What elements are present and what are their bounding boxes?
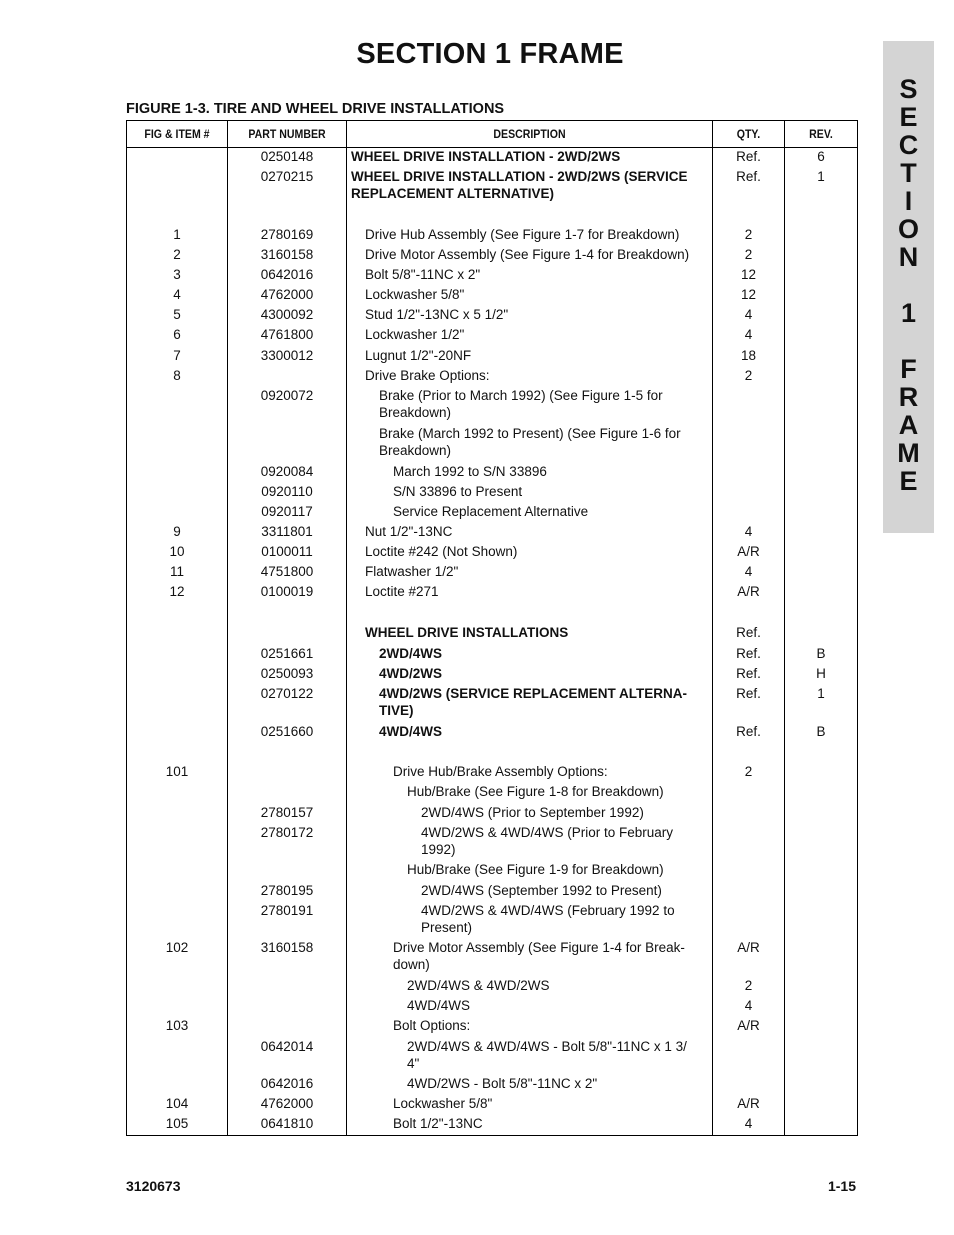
header-part-number: PART NUMBER (248, 127, 326, 141)
description-line: TIVE) (379, 703, 414, 718)
header-item: FIG & ITEM # (144, 127, 210, 141)
item-number: 102 (165, 940, 189, 955)
section-side-tab (883, 41, 934, 533)
description (421, 882, 709, 899)
description (379, 665, 709, 682)
description-line: Drive Motor Assembly (See Figure 1-4 for Breakdown) (365, 247, 690, 262)
description-line: Lockwasher 5/8" (365, 287, 465, 302)
document-number: 3120673 (126, 1178, 181, 1194)
part-number: 0920072 (260, 388, 314, 403)
description-line: 4WD/2WS - Bolt 5/8"-11NC x 2" (407, 1076, 598, 1091)
column-divider (346, 121, 347, 1135)
description-line: Stud 1/2"-13NC x 5 1/2" (365, 307, 509, 322)
description-line: S/N 33896 to Present (393, 484, 523, 499)
quantity: 4 (744, 564, 753, 579)
part-number: 4761800 (260, 327, 314, 342)
description (379, 685, 709, 719)
description (421, 804, 709, 821)
side-tab-letter: T (900, 158, 917, 188)
side-tab-letter: N (898, 242, 919, 272)
description (351, 168, 709, 202)
description-line: Drive Brake Options: (365, 368, 490, 383)
item-number: 104 (165, 1096, 189, 1111)
side-tab-letter: I (904, 186, 913, 216)
description-line: 2WD/4WS (September 1992 to Present) (421, 883, 662, 898)
description (365, 286, 709, 303)
description (365, 563, 709, 580)
description-line: WHEEL DRIVE INSTALLATION - 2WD/2WS (351, 149, 621, 164)
revision: B (816, 646, 826, 661)
description (379, 645, 709, 662)
description-line: Loctite #242 (Not Shown) (365, 544, 518, 559)
quantity: 2 (744, 368, 753, 383)
description-line: Drive Motor Assembly (See Figure 1-4 for Break- (393, 940, 685, 955)
item-number: 9 (173, 524, 181, 539)
item-number: 7 (173, 348, 181, 363)
quantity: Ref. (736, 686, 761, 701)
item-number: 10 (169, 544, 185, 559)
quantity: A/R (737, 940, 760, 955)
description-line: 4" (407, 1056, 420, 1071)
quantity: 2 (744, 978, 753, 993)
side-tab-letter: R (898, 382, 919, 412)
description-line: Hub/Brake (See Figure 1-9 for Breakdown) (407, 862, 664, 877)
quantity: 4 (744, 524, 753, 539)
side-tab-letter: F (900, 354, 917, 384)
quantity: A/R (737, 1096, 760, 1111)
part-number: 3160158 (260, 940, 314, 955)
quantity: 4 (744, 998, 753, 1013)
part-number: 4751800 (260, 564, 314, 579)
description-line: 4WD/4WS (407, 998, 471, 1013)
part-number: 0920117 (261, 504, 313, 519)
quantity: 2 (744, 764, 753, 779)
description-line: 2WD/4WS & 4WD/4WS - Bolt 5/8"-11NC x 1 3/ (407, 1039, 687, 1054)
part-number: 0641810 (260, 1116, 314, 1131)
description (365, 347, 709, 364)
quantity: Ref. (736, 646, 761, 661)
quantity: 2 (744, 227, 753, 242)
quantity: A/R (737, 1018, 760, 1033)
description-line: Nut 1/2"-13NC (365, 524, 453, 539)
header-qty: QTY. (736, 127, 761, 141)
description-line: Breakdown) (379, 443, 452, 458)
part-number: 3160158 (260, 247, 314, 262)
description (365, 367, 709, 384)
description (407, 977, 709, 994)
quantity: 12 (740, 287, 757, 302)
revision: 1 (817, 686, 825, 701)
quantity: Ref. (736, 149, 761, 164)
description (365, 523, 709, 540)
side-tab-letter: O (897, 214, 919, 244)
header-description: DESCRIPTION (493, 127, 566, 141)
item-number: 3 (173, 267, 181, 282)
description (393, 939, 709, 973)
description (407, 783, 709, 800)
part-number: 2780195 (260, 883, 314, 898)
description (379, 425, 709, 459)
description-line: Brake (Prior to March 1992) (See Figure 1-5 for (379, 388, 663, 403)
part-number: 0270215 (260, 169, 314, 184)
item-number: 105 (165, 1116, 189, 1131)
description (393, 1115, 709, 1132)
part-number: 0642016 (260, 267, 314, 282)
item-number: 6 (173, 327, 181, 342)
part-number: 0642016 (260, 1076, 314, 1091)
item-number: 103 (165, 1018, 189, 1033)
description-line: Service Replacement Alternative (393, 504, 589, 519)
part-number: 4300092 (260, 307, 314, 322)
item-number: 1 (173, 227, 181, 242)
part-number: 2780169 (260, 227, 314, 242)
description-line: 4WD/4WS (379, 724, 443, 739)
part-number: 2780157 (260, 805, 314, 820)
revision: 1 (817, 169, 825, 184)
side-tab-letter: M (897, 438, 920, 468)
part-number: 0920084 (260, 464, 314, 479)
description-line: down) (393, 957, 430, 972)
revision: H (816, 666, 826, 681)
quantity: Ref. (736, 625, 761, 640)
part-number: 0270122 (260, 686, 314, 701)
quantity: 4 (744, 307, 753, 322)
item-number: 8 (173, 368, 181, 383)
description-line: Drive Hub Assembly (See Figure 1-7 for Breakdown) (365, 227, 680, 242)
item-number: 12 (169, 584, 185, 599)
side-tab-letter: C (898, 130, 919, 160)
description (393, 1095, 709, 1112)
table-header (127, 121, 857, 148)
description (421, 902, 709, 936)
description-line: 2WD/4WS (Prior to September 1992) (421, 805, 644, 820)
description (379, 387, 709, 421)
description-line: WHEEL DRIVE INSTALLATIONS (365, 625, 569, 640)
description-line: Hub/Brake (See Figure 1-8 for Breakdown) (407, 784, 664, 799)
quantity: 18 (740, 348, 757, 363)
description (365, 226, 709, 243)
part-number: 0250148 (260, 149, 314, 164)
item-number: 5 (173, 307, 181, 322)
side-tab-letter: 1 (900, 298, 917, 328)
description-line: Lockwasher 1/2" (365, 327, 465, 342)
description-line: Bolt 1/2"-13NC (393, 1116, 483, 1131)
description-line: 4WD/2WS & 4WD/4WS (February 1992 to (421, 903, 675, 918)
revision: 6 (817, 149, 825, 164)
description (421, 824, 709, 858)
quantity: Ref. (736, 724, 761, 739)
description-line: 2WD/4WS (379, 646, 443, 661)
description (365, 583, 709, 600)
quantity: A/R (737, 584, 760, 599)
part-number: 0920110 (261, 484, 313, 499)
description (365, 543, 709, 560)
description-line: Loctite #271 (365, 584, 439, 599)
description-line: 4WD/2WS (SERVICE REPLACEMENT ALTERNA- (379, 686, 688, 701)
revision: B (816, 724, 826, 739)
description-line: Breakdown) (379, 405, 452, 420)
description (393, 483, 709, 500)
description (351, 148, 709, 165)
description (379, 723, 709, 740)
description-line: Brake (March 1992 to Present) (See Figure 1-6 for (379, 426, 681, 441)
part-number: 4762000 (260, 1096, 314, 1111)
description (407, 997, 709, 1014)
description-line: REPLACEMENT ALTERNATIVE) (351, 186, 554, 201)
item-number: 11 (169, 564, 184, 579)
item-number: 101 (165, 764, 189, 779)
part-number: 0251660 (260, 724, 314, 739)
description (407, 861, 709, 878)
part-number: 2780191 (260, 903, 314, 918)
side-tab-letter: S (899, 74, 918, 104)
side-tab-letter: A (898, 410, 919, 440)
description (407, 1075, 709, 1092)
part-number: 4762000 (260, 287, 314, 302)
description-line: Bolt Options: (393, 1018, 471, 1033)
quantity: A/R (737, 544, 760, 559)
description-line: Present) (421, 920, 473, 935)
description-line: 4WD/2WS & 4WD/4WS (Prior to February (421, 825, 674, 840)
part-number: 0250093 (260, 666, 314, 681)
description-line: Lugnut 1/2"-20NF (365, 348, 472, 363)
quantity: 2 (744, 247, 753, 262)
description (393, 763, 709, 780)
part-number: 0100019 (260, 584, 314, 599)
description (407, 1038, 709, 1072)
page-number: 1-15 (827, 1178, 856, 1194)
description-line: Flatwasher 1/2" (365, 564, 459, 579)
part-number: 2780172 (260, 825, 314, 840)
side-tab-letter: E (899, 466, 918, 496)
description (365, 266, 709, 283)
page-title: SECTION 1 FRAME (356, 38, 624, 70)
description-line: Bolt 5/8"-11NC x 2" (365, 267, 481, 282)
description (393, 1017, 709, 1034)
quantity: 12 (740, 267, 757, 282)
description-line: Drive Hub/Brake Assembly Options: (393, 764, 608, 779)
column-divider (784, 121, 785, 1135)
quantity: Ref. (736, 169, 761, 184)
side-tab-letter: E (899, 102, 918, 132)
item-number: 4 (173, 287, 181, 302)
part-number: 3311801 (261, 524, 313, 539)
header-rev: REV. (809, 127, 833, 141)
description (365, 624, 709, 641)
quantity: 4 (744, 327, 753, 342)
description-line: Lockwasher 5/8" (393, 1096, 493, 1111)
description (393, 463, 709, 480)
description (393, 503, 709, 520)
quantity: 4 (744, 1116, 753, 1131)
description-line: March 1992 to S/N 33896 (393, 464, 547, 479)
description-line: 4WD/2WS (379, 666, 443, 681)
figure-title: FIGURE 1-3. TIRE AND WHEEL DRIVE INSTALLATIONS (126, 101, 505, 117)
parts-table (126, 120, 858, 1136)
part-number: 0642014 (260, 1039, 314, 1054)
quantity: Ref. (736, 666, 761, 681)
description-line: WHEEL DRIVE INSTALLATION - 2WD/2WS (SERVICE (351, 169, 688, 184)
part-number: 0251661 (260, 646, 314, 661)
description (365, 306, 709, 323)
description-line: 2WD/4WS & 4WD/2WS (407, 978, 550, 993)
description (365, 246, 709, 263)
description-line: 1992) (421, 842, 456, 857)
part-number: 3300012 (260, 348, 314, 363)
part-number: 0100011 (261, 544, 313, 559)
description (365, 326, 709, 343)
item-number: 2 (173, 247, 181, 262)
